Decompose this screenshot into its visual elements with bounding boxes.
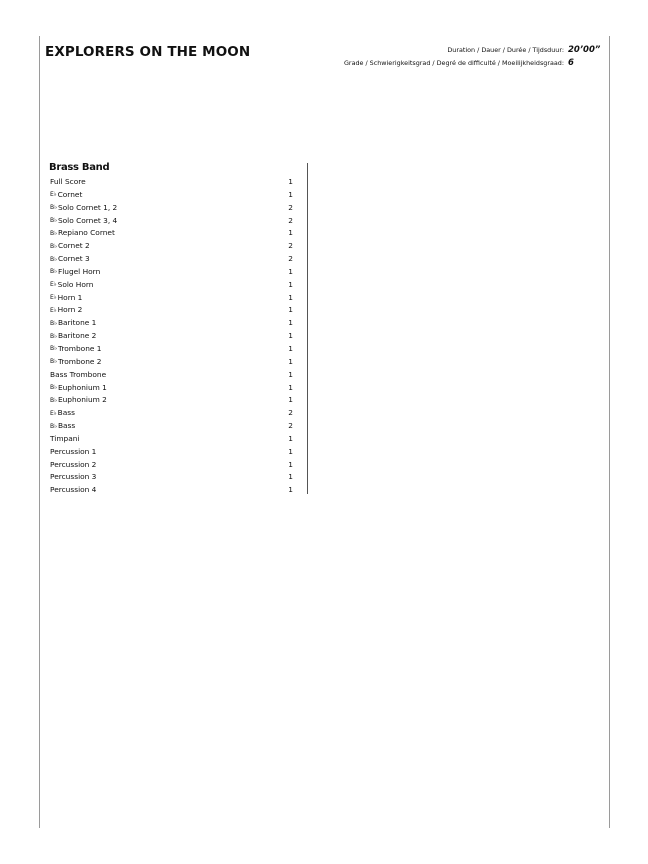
part-quantity: 1: [288, 459, 293, 469]
part-row: [50, 459, 294, 472]
part-row: [50, 253, 294, 266]
part-name: Bass: [57, 421, 76, 431]
part-name: Solo Horn: [57, 279, 94, 289]
key-prefix: B♭: [50, 319, 57, 327]
part-name: Bass: [57, 408, 75, 418]
key-prefix: B♭: [50, 242, 57, 250]
part-name: Cornet 2: [57, 241, 90, 251]
duration-label: Duration / Dauer / Durée / Tijdsduur:: [447, 46, 564, 54]
part-name: Percussion 1: [50, 446, 97, 456]
part-row: [50, 240, 294, 253]
part-name: Bass Trombone: [50, 369, 107, 379]
part-name: Horn 1: [57, 292, 83, 302]
part-row: [50, 356, 294, 369]
key-prefix: E♭: [50, 281, 57, 289]
key-prefix: B♭: [50, 255, 57, 263]
part-quantity: 1: [288, 228, 293, 238]
duration-value: 20’00”: [568, 45, 601, 55]
part-quantity: 1: [288, 279, 293, 289]
part-row: [50, 227, 294, 240]
key-prefix: E♭: [50, 191, 57, 199]
part-row: [50, 176, 294, 189]
part-name: Timpani: [50, 433, 80, 443]
part-name: Cornet: [57, 189, 83, 199]
part-name: Solo Cornet 1, 2: [57, 202, 118, 212]
piece-title: EXPLORERS ON THE MOON: [45, 44, 251, 60]
part-quantity: 1: [288, 356, 293, 366]
part-row: [50, 484, 294, 497]
key-prefix: B♭: [50, 204, 57, 212]
key-prefix: B♭: [50, 229, 57, 237]
part-row: [50, 369, 294, 382]
part-quantity: 1: [288, 189, 293, 199]
part-quantity: 1: [288, 343, 293, 353]
part-quantity: 1: [288, 382, 293, 392]
part-row: [50, 317, 294, 330]
part-quantity: 2: [288, 408, 293, 418]
key-prefix: B♭: [50, 422, 57, 430]
part-name: Solo Cornet 3, 4: [57, 215, 118, 225]
part-name: Percussion 4: [50, 485, 97, 495]
key-prefix: E♭: [50, 294, 57, 302]
part-quantity: 1: [288, 292, 293, 302]
part-quantity: 2: [288, 215, 293, 225]
parts-list: [50, 176, 294, 497]
part-name: Trombone 1: [57, 343, 102, 353]
part-quantity: 1: [288, 395, 293, 405]
part-quantity: 2: [288, 421, 293, 431]
grade-value: 6: [568, 58, 574, 68]
part-name: Baritone 1: [57, 318, 97, 328]
part-name: Cornet 3: [57, 254, 90, 264]
part-row: [50, 266, 294, 279]
part-row: [50, 330, 294, 343]
part-name: Repiano Cornet: [57, 228, 115, 238]
key-prefix: B♭: [50, 217, 57, 225]
part-row: [50, 343, 294, 356]
part-name: Horn 2: [57, 305, 83, 315]
part-quantity: 1: [288, 331, 293, 341]
part-quantity: 1: [288, 305, 293, 315]
part-row: [50, 382, 294, 395]
part-row: [50, 279, 294, 292]
part-row: [50, 304, 294, 317]
key-prefix: B♭: [50, 396, 57, 404]
part-quantity: 1: [288, 485, 293, 495]
key-prefix: B♭: [50, 345, 57, 353]
part-quantity: 2: [288, 202, 293, 212]
part-row: [50, 407, 294, 420]
part-name: Full Score: [50, 177, 86, 186]
part-row: [50, 394, 294, 407]
section-title: Brass Band: [49, 162, 110, 173]
part-quantity: 1: [288, 369, 293, 379]
part-row: [50, 420, 294, 433]
part-row: [50, 202, 294, 215]
key-prefix: E♭: [50, 306, 57, 314]
part-name: Trombone 2: [57, 356, 102, 366]
part-row: [50, 471, 294, 484]
key-prefix: B♭: [50, 358, 57, 366]
grade-label: Grade / Schwierigkeitsgrad / Degré de difficulté / Moeilijkheidsgraad:: [343, 59, 564, 67]
key-prefix: E♭: [50, 409, 57, 417]
part-name: Euphonium 2: [57, 395, 107, 405]
grade-line: [344, 58, 598, 68]
part-quantity: 1: [288, 472, 293, 482]
page-border-right: [609, 36, 610, 828]
part-quantity: 1: [288, 318, 293, 328]
key-prefix: B♭: [50, 268, 57, 276]
part-row: [50, 433, 294, 446]
part-quantity: 2: [288, 254, 293, 264]
part-row: [50, 215, 294, 228]
list-divider: [307, 163, 308, 494]
part-row: [50, 292, 294, 305]
part-quantity: 1: [288, 266, 293, 276]
part-name: Flugel Horn: [57, 266, 101, 276]
part-row: [50, 189, 294, 202]
key-prefix: B♭: [50, 332, 57, 340]
part-name: Percussion 3: [50, 472, 97, 482]
part-quantity: 1: [288, 433, 293, 443]
part-quantity: 1: [288, 446, 293, 456]
part-quantity: 2: [288, 241, 293, 251]
part-name: Euphonium 1: [57, 382, 107, 392]
part-row: [50, 446, 294, 459]
part-quantity: 1: [288, 177, 293, 186]
duration-line: [447, 45, 601, 55]
page-border-left: [39, 36, 40, 828]
part-name: Percussion 2: [50, 459, 97, 469]
part-name: Baritone 2: [57, 331, 97, 341]
key-prefix: B♭: [50, 384, 57, 391]
